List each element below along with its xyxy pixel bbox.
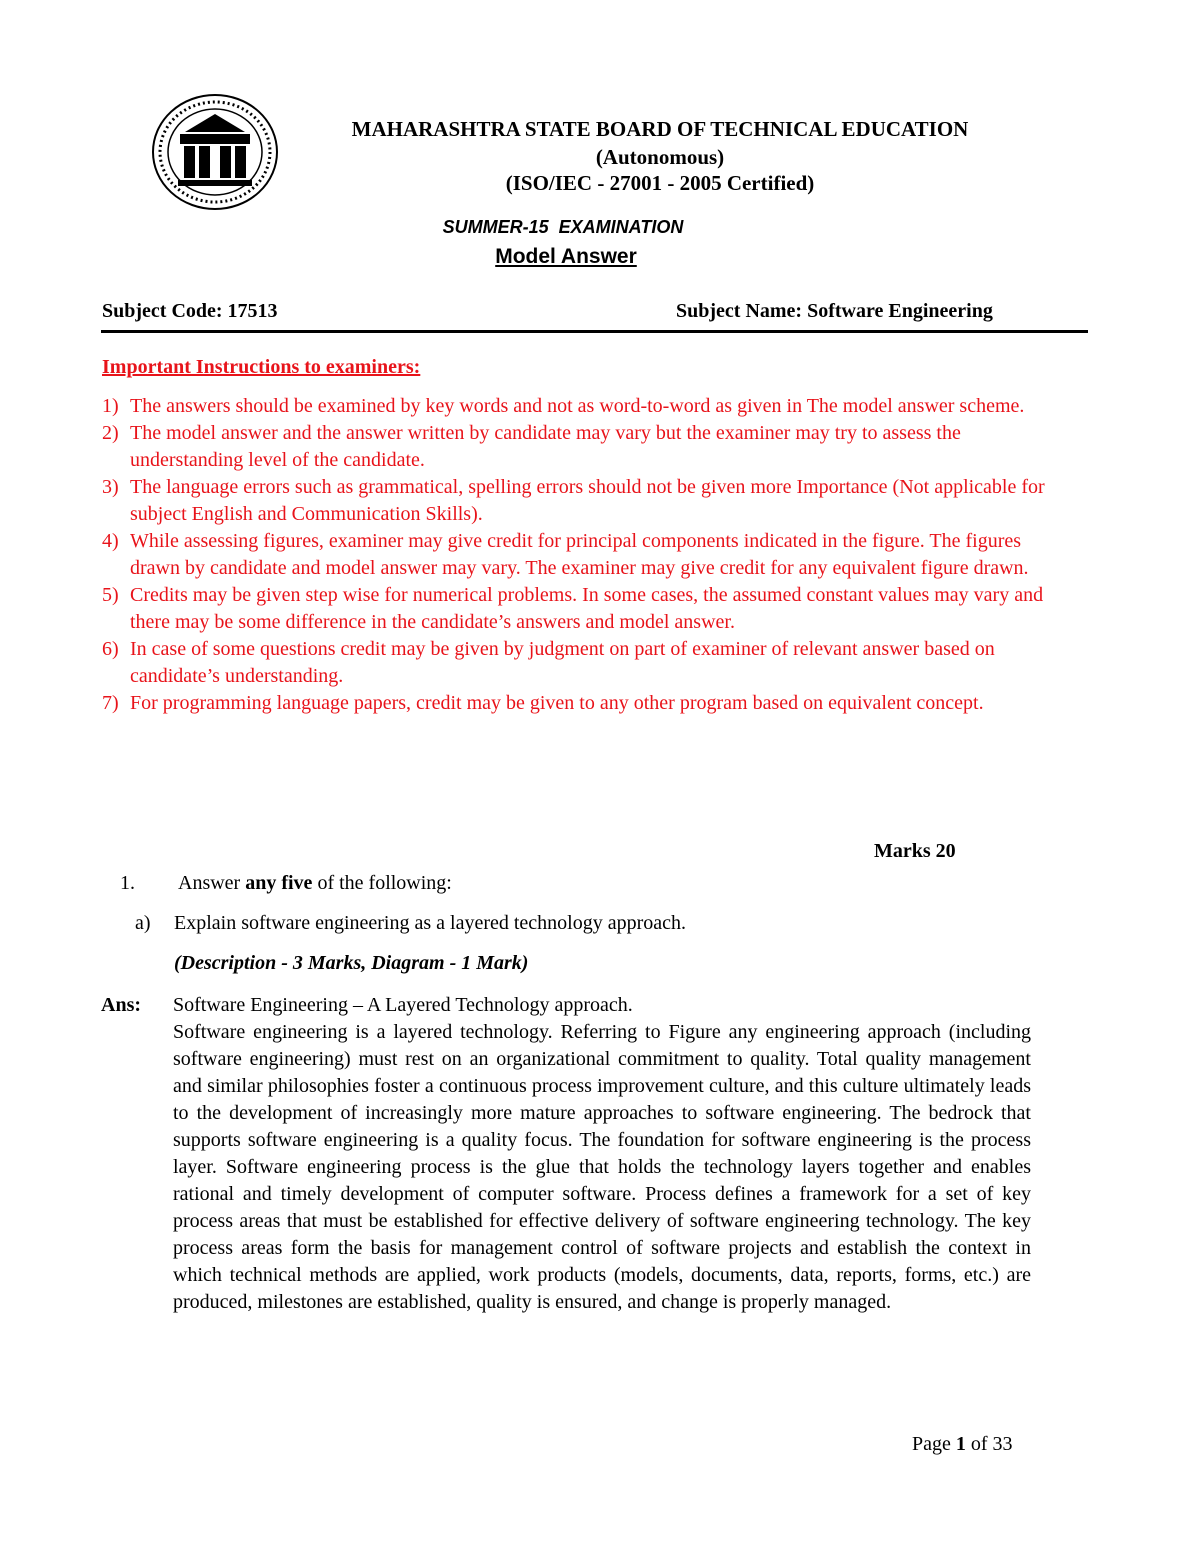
instruction-item: 3) The language errors such as grammatical, spelling errors should not be given more Importance (Not applicable for subject English and Communication Skills). — [102, 476, 1045, 525]
answer-body: Software engineering is a layered technology. Referring to Figure any engineering approach (including software engineering) must rest on an organizational commitment to quality. Total quality management and similar philosophies foster a continuous process improvement culture, and this culture ultimately leads to the development of increasingly more mature approaches to software engineering. The bedrock that supports software engineering is a quality focus. The foundation for software engineering is the process layer. Software engineering process is the glue that holds the technology layers together and enables rational and timely development of computer software. Process defines a framework for a set of key process areas that must be established for effective delivery of software engineering technology. The key process areas form the basis for management control of software projects and establish the context in which technical methods are applied, work products (models, documents, data, reports, forms, etc.) are produced, milestones are established, quality is ensured, and change is properly managed. — [173, 1021, 1031, 1313]
model-answer-title: Model Answer — [495, 245, 637, 268]
instruction-item: 2) The model answer and the answer written by candidate may vary but the examiner may try to assess the understanding level of the candidate. — [102, 422, 961, 471]
instruction-item: 5) Credits may be given step wise for numerical problems. In some cases, the assumed constant values may vary and there may be some difference in the candidate’s answers and model answer. — [102, 584, 1044, 633]
answer-heading: Software Engineering – A Layered Technology approach. — [173, 994, 633, 1016]
page-number: Page 1 of 33 — [912, 1433, 1013, 1455]
msbte-seal-logo — [150, 92, 280, 212]
instruction-item: 4) While assessing figures, examiner may give credit for principal components indicated in the figure. The figures drawn by candidate and model answer may vary. The examiner may give credit for any equivalent figure drawn. — [102, 530, 1029, 579]
board-name: MAHARASHTRA STATE BOARD OF TECHNICAL EDUCATION — [351, 117, 969, 141]
instructions-list — [102, 393, 1062, 717]
exam-title: SUMMER-15 EXAMINATION — [442, 217, 684, 237]
answer-label: Ans: — [101, 994, 142, 1016]
question-text: Answer any five of the following: — [178, 872, 452, 894]
subquestion-marks: (Description - 3 Marks, Diagram - 1 Mark) — [174, 952, 529, 974]
instruction-item: 6) In case of some questions credit may be given by judgment on part of examiner of relevant answer based on candidate’s understanding. — [102, 638, 995, 687]
question-number: 1. — [120, 872, 135, 894]
subquestion-label: a) — [135, 912, 151, 934]
iso-certification: (ISO/IEC - 27001 - 2005 Certified) — [505, 171, 815, 195]
header-divider — [101, 330, 1088, 333]
instructions-title: Important Instructions to examiners: — [102, 356, 421, 378]
total-marks: Marks 20 — [874, 840, 956, 862]
subquestion-text: Explain software engineering as a layered technology approach. — [174, 912, 687, 934]
subject-name: Subject Name: Software Engineering — [676, 300, 993, 322]
autonomous-label: (Autonomous) — [595, 145, 725, 169]
subject-code: Subject Code: 17513 — [102, 300, 278, 322]
instruction-item: 1) The answers should be examined by key words and not as word-to-word as given in The model answer scheme. — [102, 395, 1025, 417]
instruction-item: 7) For programming language papers, credit may be given to any other program based on equivalent concept. — [102, 692, 984, 714]
